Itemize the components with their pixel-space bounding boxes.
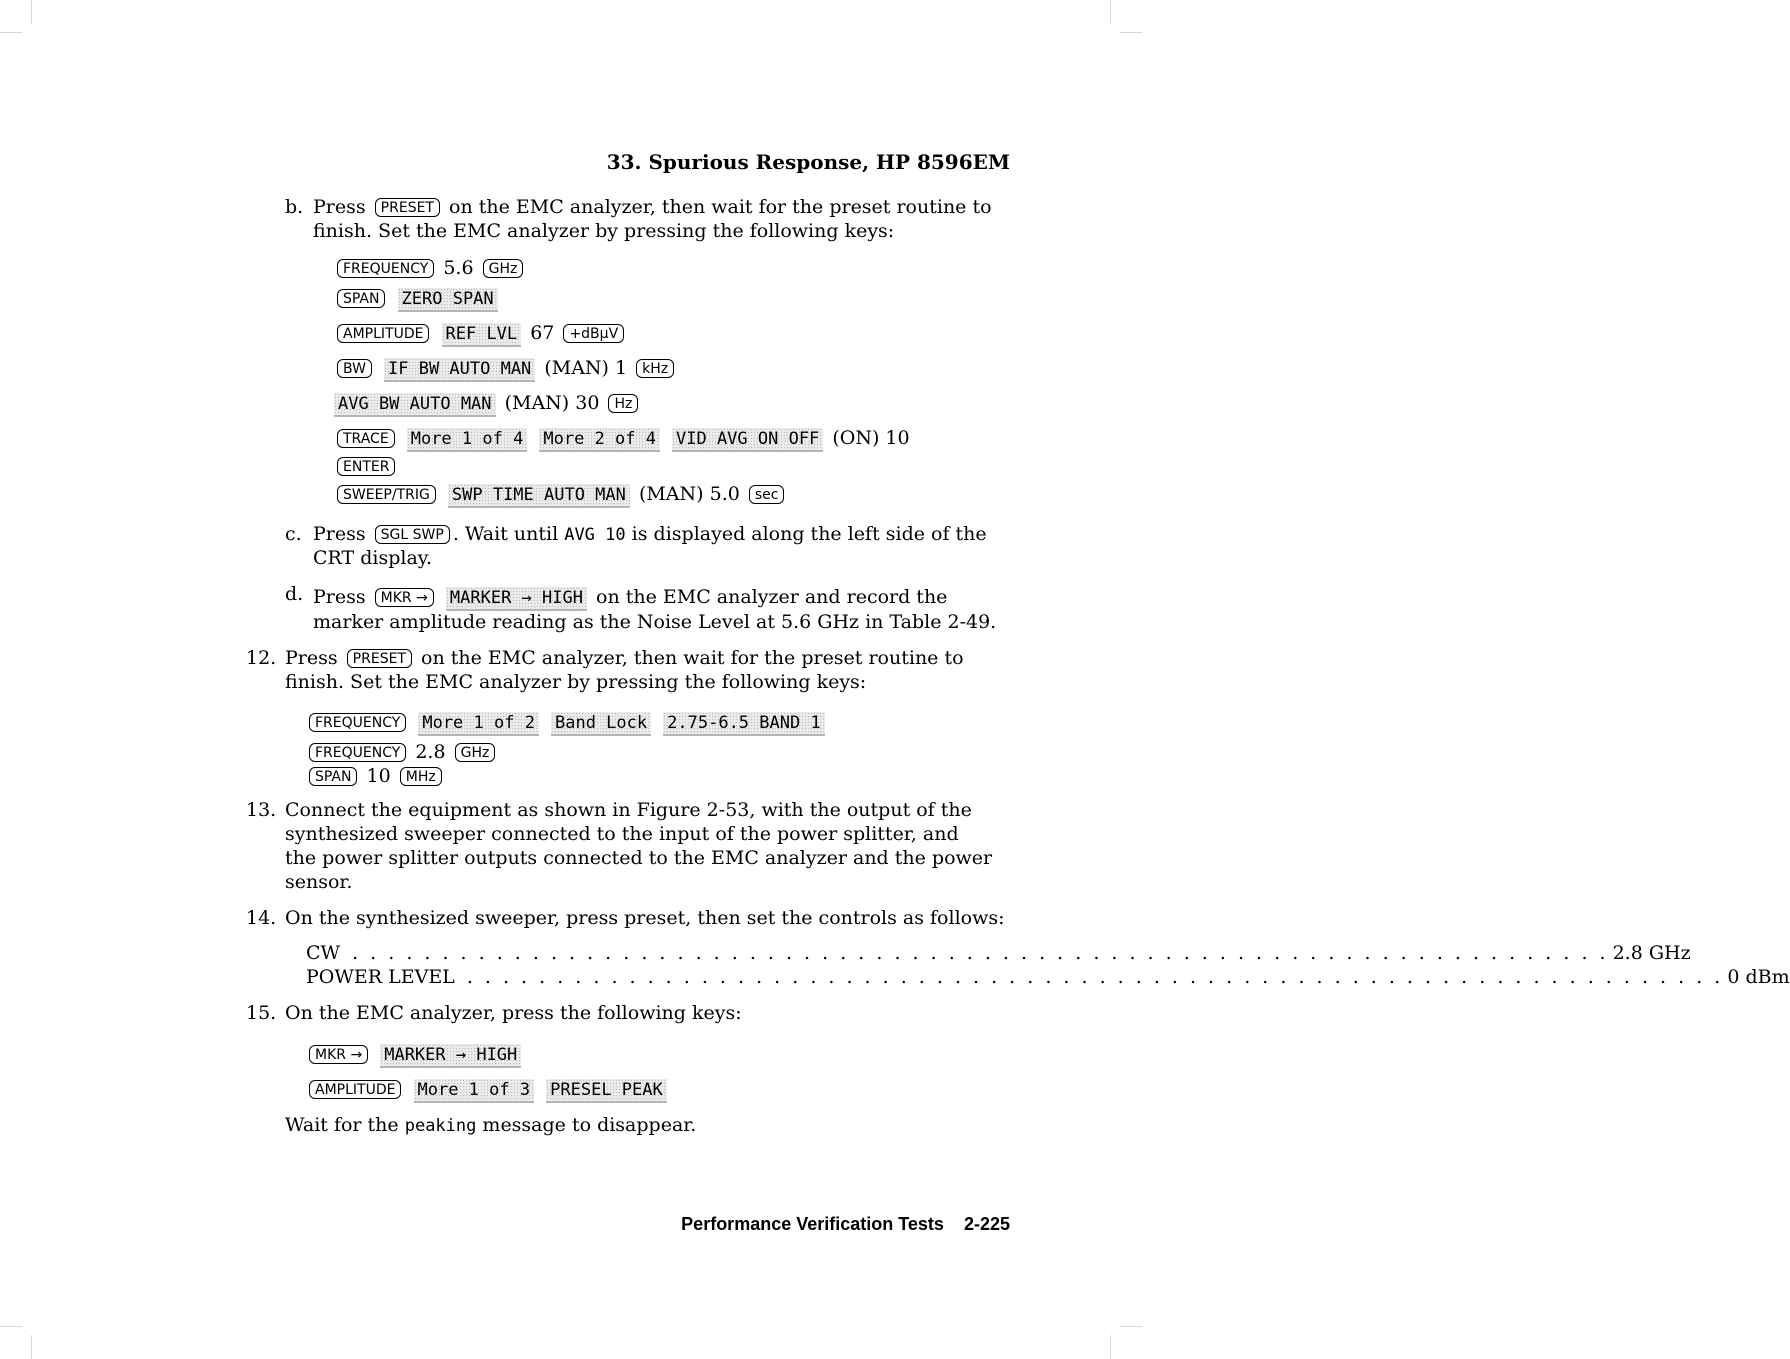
screen-message: peaking (404, 1116, 477, 1136)
ghz-key: GHz (483, 259, 524, 278)
softkey: AVG BW AUTO MAN (334, 393, 496, 417)
page-footer (681, 1214, 1010, 1235)
preset-key: PRESET (375, 198, 440, 217)
instruction-text: Wait for the (285, 1114, 399, 1136)
page-header: 33. Spurious Response, HP 8596EM (606, 150, 1010, 174)
step-label: d. (285, 583, 304, 605)
step-13-line-4: sensor. (285, 871, 353, 893)
crop-mark (31, 1335, 32, 1359)
screen-annotation: AVG 10 (564, 525, 626, 545)
settings-row (306, 965, 1790, 989)
key-row (334, 286, 501, 312)
step-number: 15. (246, 1002, 277, 1024)
setting-label: CW (306, 942, 341, 964)
crop-mark (1120, 1326, 1142, 1327)
softkey: MARKER → HIGH (446, 587, 587, 611)
frequency-key: FREQUENCY (309, 743, 406, 762)
step-number: 13. (246, 799, 277, 821)
entry-value: (MAN) 5.0 (638, 483, 740, 505)
softkey: VID AVG ON OFF (672, 428, 823, 452)
key-row (334, 356, 677, 382)
entry-value: (ON) 10 (832, 427, 910, 449)
instruction-text: on the EMC analyzer, then wait for the preset routine to (421, 647, 964, 669)
step-label: c. (285, 523, 302, 545)
step-13-line-3: the power splitter outputs connected to the EMC analyzer and the power (285, 847, 993, 869)
step-12-line-1 (285, 646, 964, 670)
mkr-key: MKR → (375, 588, 434, 607)
hz-key: Hz (608, 394, 638, 413)
key-row (306, 710, 828, 736)
step-b-line-2: finish. Set the EMC analyzer by pressing the following keys: (313, 220, 895, 242)
amplitude-key: AMPLITUDE (309, 1080, 401, 1099)
softkey: ZERO SPAN (398, 288, 498, 312)
sgl-swp-key: SGL SWP (375, 525, 450, 544)
key-row (306, 740, 498, 764)
instruction-text: is displayed along the left side of the (631, 523, 987, 545)
ghz-key: GHz (455, 743, 496, 762)
entry-value: 67 (530, 322, 555, 344)
key-row (334, 454, 398, 478)
key-row (306, 764, 445, 788)
leader-dots: . . . . . . . . . . . . . . . . . . . . . . . . . . . . . . . . . . . . . . . . . . . . . . . . . . . . . . . . . . . . . . . . . . . . . . (466, 966, 1724, 988)
footer-section: Performance Verification Tests (681, 1214, 944, 1234)
softkey: More 1 of 2 (418, 712, 539, 736)
setting-value: 0 dBm (1727, 966, 1790, 988)
press-text: Press (285, 647, 338, 669)
step-14-line-1: On the synthesized sweeper, press preset, then set the controls as follows: (285, 907, 1005, 929)
softkey: IF BW AUTO MAN (384, 358, 535, 382)
entry-value: (MAN) 1 (544, 357, 628, 379)
key-row (334, 256, 526, 280)
softkey: REF LVL (442, 323, 522, 347)
sweep-trig-key: SWEEP/TRIG (337, 485, 436, 504)
crop-mark (0, 1326, 22, 1327)
step-13-line-2: synthesized sweeper connected to the input of the power splitter, and (285, 823, 959, 845)
sec-key: sec (749, 485, 785, 504)
step-label: b. (285, 196, 304, 218)
step-c-line-1 (313, 522, 987, 547)
instruction-text: . Wait until (452, 523, 559, 545)
amplitude-key: AMPLITUDE (337, 324, 429, 343)
dbuv-key: +dBμV (563, 324, 624, 343)
softkey: SWP TIME AUTO MAN (448, 484, 630, 508)
step-15-line-1: On the EMC analyzer, press the following keys: (285, 1002, 742, 1024)
leader-dots: . . . . . . . . . . . . . . . . . . . . . . . . . . . . . . . . . . . . . . . . . . . . . . . . . . . . . . . . . . . . . . . . . . . . . . (352, 942, 1609, 964)
bw-key: BW (337, 359, 372, 378)
page-number: 2-225 (963, 1214, 1010, 1234)
entry-value: 5.6 (443, 257, 474, 279)
settings-row (306, 941, 1691, 965)
key-row (306, 1077, 670, 1103)
key-row (334, 426, 910, 452)
frequency-key: FREQUENCY (337, 259, 434, 278)
key-row (334, 482, 787, 508)
crop-mark (1120, 32, 1142, 33)
instruction-text: message to disappear. (482, 1114, 697, 1136)
step-d-line-2: marker amplitude reading as the Noise Level at 5.6 GHz in Table 2-49. (313, 611, 997, 633)
wait-line (285, 1113, 696, 1138)
entry-value: 10 (366, 765, 391, 787)
softkey: More 1 of 3 (414, 1079, 535, 1103)
softkey: Band Lock (551, 712, 651, 736)
setting-value: 2.8 GHz (1612, 942, 1691, 964)
enter-key: ENTER (337, 457, 395, 476)
span-key: SPAN (337, 289, 385, 308)
step-b-line-1 (313, 195, 992, 219)
softkey: More 1 of 4 (407, 428, 528, 452)
crop-mark (1110, 1335, 1111, 1359)
entry-value: (MAN) 30 (504, 392, 600, 414)
trace-key: TRACE (337, 429, 395, 448)
instruction-text: on the EMC analyzer and record the (596, 586, 948, 608)
frequency-key: FREQUENCY (309, 713, 406, 732)
khz-key: kHz (636, 359, 674, 378)
instruction-text: on the EMC analyzer, then wait for the preset routine to (449, 196, 992, 218)
mkr-key: MKR → (309, 1045, 368, 1064)
crop-mark (0, 32, 22, 33)
softkey: 2.75-6.5 BAND 1 (663, 712, 825, 736)
step-13-line-1: Connect the equipment as shown in Figure 2-53, with the output of the (285, 799, 972, 821)
press-text: Press (313, 196, 366, 218)
softkey: PRESEL PEAK (546, 1079, 667, 1103)
span-key: SPAN (309, 767, 357, 786)
key-row (306, 1042, 524, 1068)
step-number: 14. (246, 907, 277, 929)
step-12-line-2: finish. Set the EMC analyzer by pressing the following keys: (285, 671, 867, 693)
entry-value: 2.8 (415, 741, 446, 763)
softkey: More 2 of 4 (539, 428, 660, 452)
step-c-line-2: CRT display. (313, 547, 433, 569)
preset-key: PRESET (347, 649, 412, 668)
crop-mark (1110, 0, 1111, 24)
step-d-line-1 (313, 585, 947, 611)
press-text: Press (313, 523, 366, 545)
key-row (334, 321, 627, 347)
setting-label: POWER LEVEL (306, 966, 455, 988)
softkey: MARKER → HIGH (380, 1044, 521, 1068)
key-row (334, 391, 641, 417)
press-text: Press (313, 586, 366, 608)
mhz-key: MHz (400, 767, 442, 786)
step-number: 12. (246, 647, 277, 669)
crop-mark (31, 0, 32, 24)
